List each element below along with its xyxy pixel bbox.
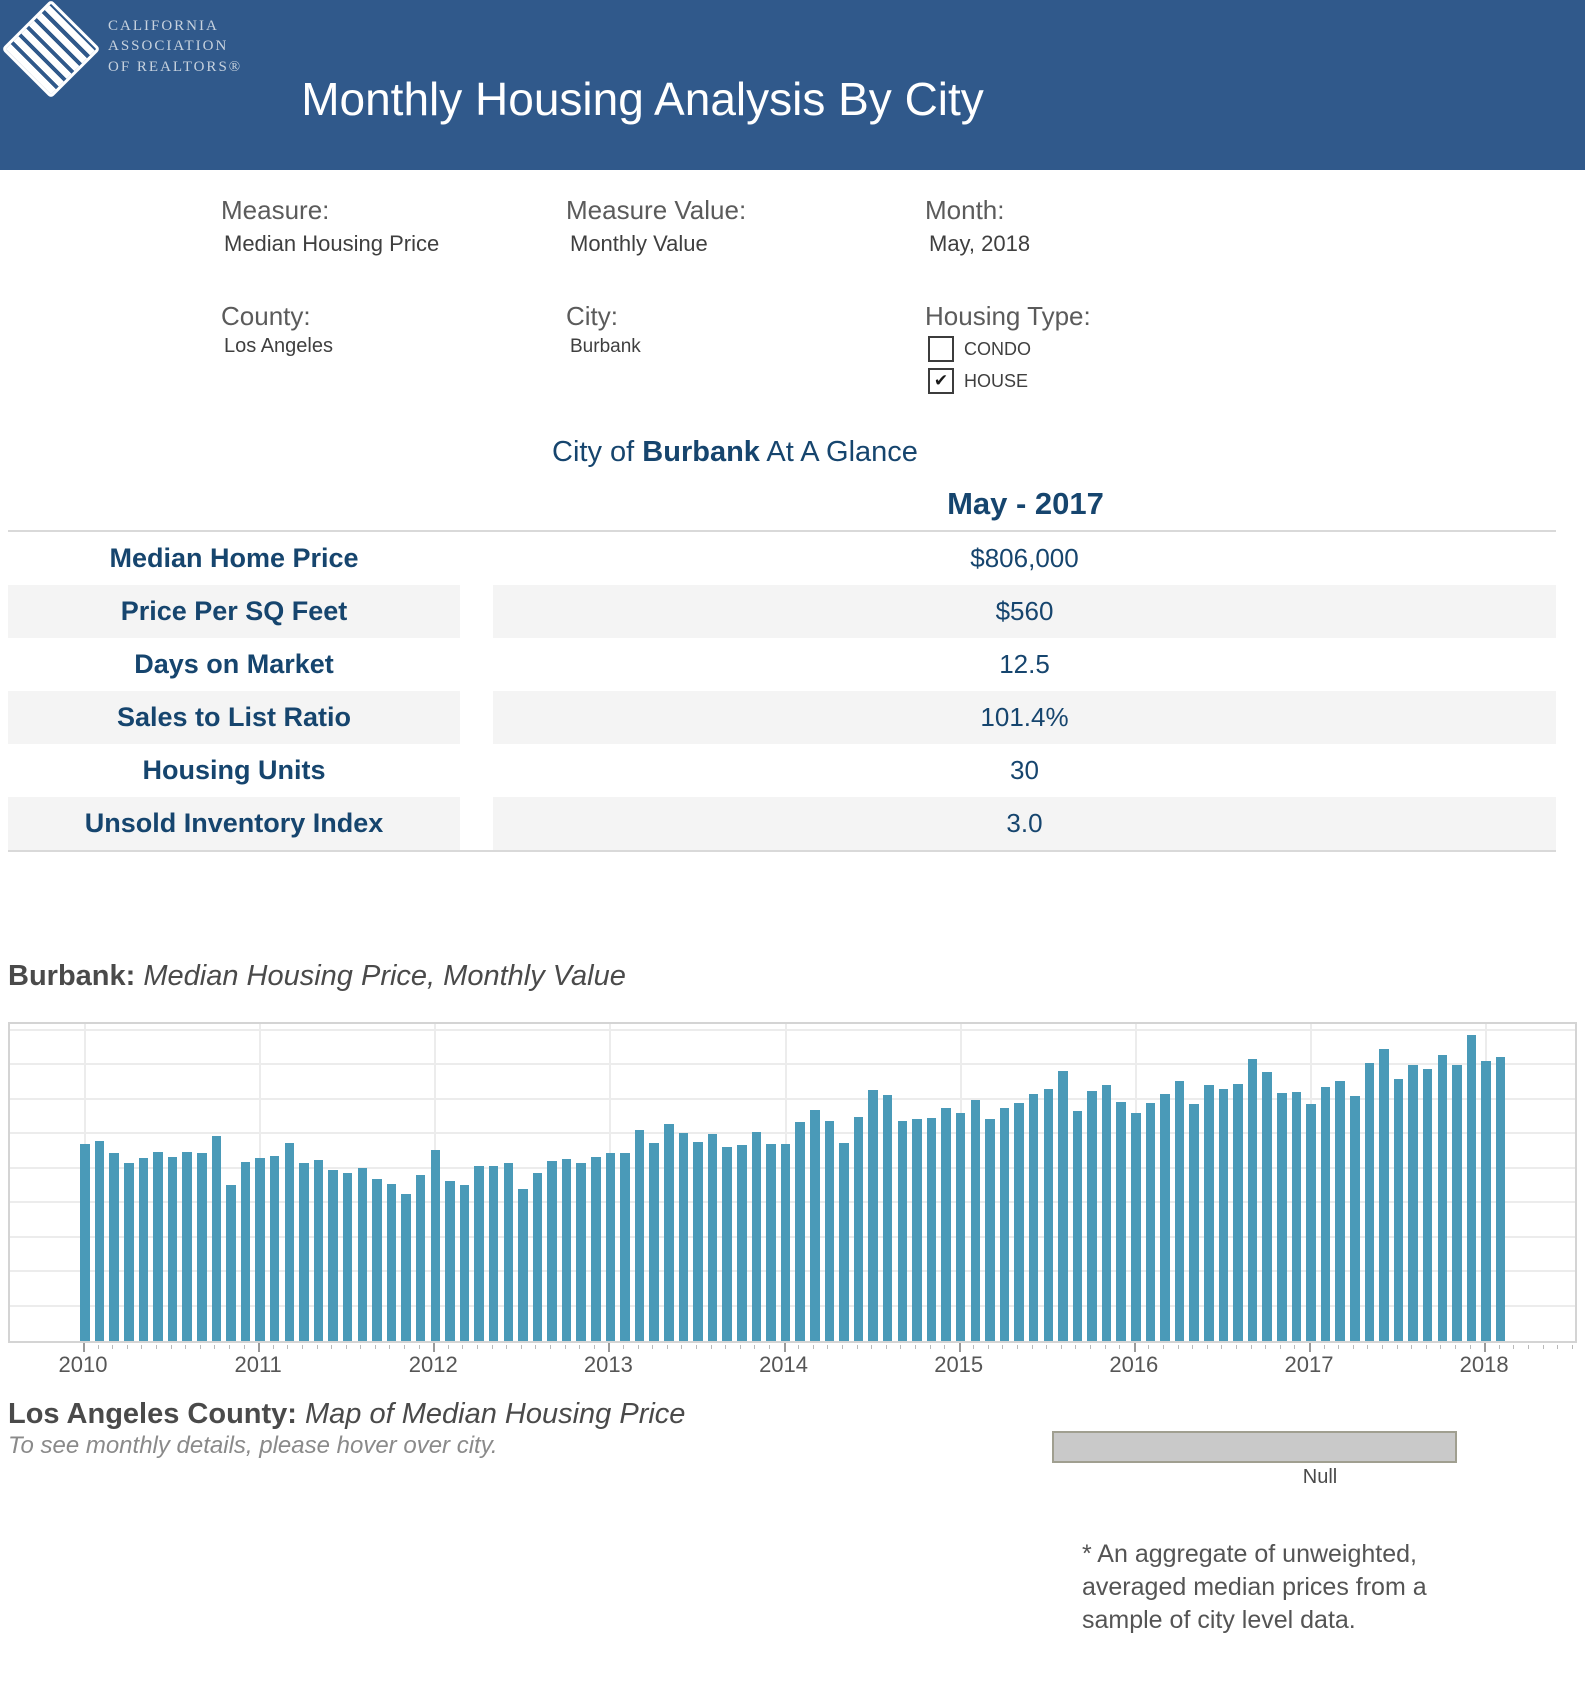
bar-2012-07[interactable] — [518, 1189, 528, 1341]
bar-2011-10[interactable] — [387, 1184, 397, 1341]
bar-2017-11[interactable] — [1452, 1065, 1462, 1341]
bar-2015-05[interactable] — [1014, 1103, 1024, 1341]
year-label-2015: 2015 — [934, 1352, 984, 1377]
row-value: 3.0 — [493, 797, 1556, 850]
glance-column-header: May - 2017 — [947, 486, 1104, 521]
bar-2013-04[interactable] — [649, 1143, 659, 1341]
bar-2013-08[interactable] — [708, 1134, 718, 1341]
map-title-measure: Map of Median Housing Price — [296, 1398, 686, 1430]
bar-2017-12[interactable] — [1467, 1035, 1477, 1341]
bar-2012-01[interactable] — [431, 1150, 441, 1341]
month-tick — [317, 1345, 318, 1349]
month-tick — [1513, 1345, 1514, 1349]
bar-2010-01[interactable] — [80, 1144, 90, 1341]
month-tick — [389, 1345, 390, 1349]
month-tick — [331, 1345, 332, 1349]
bar-2014-03[interactable] — [810, 1110, 820, 1341]
month-tick — [1411, 1345, 1412, 1349]
logo-line3: OF REALTORS® — [108, 58, 243, 75]
bar-2014-04[interactable] — [825, 1121, 835, 1341]
bar-2014-02[interactable] — [795, 1122, 805, 1341]
row-value: 12.5 — [999, 649, 1050, 679]
bar-2010-02[interactable] — [95, 1141, 105, 1341]
bar-2014-09[interactable] — [898, 1121, 908, 1341]
chart-title-city: Burbank: — [8, 960, 136, 992]
car-logo-text — [108, 16, 242, 77]
row-label: Days on Market — [134, 649, 334, 679]
year-tick — [83, 1343, 85, 1352]
bar-2012-02[interactable] — [445, 1181, 455, 1341]
bar-2017-06[interactable] — [1379, 1049, 1389, 1341]
month-tick — [229, 1345, 230, 1349]
month-tick — [1221, 1345, 1222, 1349]
month-tick — [521, 1345, 522, 1349]
month-tick — [1046, 1345, 1047, 1349]
month-tick — [185, 1345, 186, 1349]
bar-2010-12[interactable] — [241, 1162, 251, 1341]
bar-2016-06[interactable] — [1204, 1085, 1214, 1341]
bar-2015-03[interactable] — [985, 1119, 995, 1341]
glance-title-prefix: City of — [552, 436, 643, 468]
bar-2012-11[interactable] — [576, 1163, 586, 1341]
month-tick — [1075, 1345, 1076, 1349]
month-tick — [915, 1345, 916, 1349]
year-label-2012: 2012 — [408, 1352, 458, 1377]
bar-2016-07[interactable] — [1219, 1089, 1229, 1341]
month-tick — [1455, 1345, 1456, 1349]
bar-2013-12[interactable] — [766, 1144, 776, 1341]
page-title: Monthly Housing Analysis By City — [301, 73, 984, 125]
bar-2015-07[interactable] — [1044, 1089, 1054, 1341]
month-tick — [462, 1345, 463, 1349]
month-tick — [930, 1345, 931, 1349]
null-label-text: Null — [1302, 1466, 1338, 1488]
bar-2016-01[interactable] — [1131, 1113, 1141, 1341]
month-tick — [550, 1345, 551, 1349]
bar-2010-03[interactable] — [109, 1153, 119, 1341]
month-tick — [1178, 1345, 1179, 1349]
month-tick — [404, 1345, 405, 1349]
month-tick — [1148, 1345, 1149, 1349]
month-tick — [1265, 1345, 1266, 1349]
horizontal-gridline — [10, 1029, 1575, 1031]
bar-2018-01[interactable] — [1481, 1061, 1491, 1341]
bar-2015-06[interactable] — [1029, 1094, 1039, 1341]
bar-2013-07[interactable] — [693, 1142, 703, 1341]
month-tick — [652, 1345, 653, 1349]
month-tick — [127, 1345, 128, 1349]
column-divider — [460, 532, 493, 585]
glance-table — [8, 482, 1556, 852]
month-tick — [214, 1345, 215, 1349]
bar-2017-07[interactable] — [1394, 1079, 1404, 1341]
bar-2017-05[interactable] — [1365, 1063, 1375, 1341]
bar-2016-11[interactable] — [1277, 1093, 1287, 1341]
bar-2011-02[interactable] — [270, 1156, 280, 1341]
bar-2013-06[interactable] — [679, 1133, 689, 1341]
bar-2017-01[interactable] — [1306, 1104, 1316, 1341]
bar-2015-09[interactable] — [1073, 1111, 1083, 1341]
month-tick — [477, 1345, 478, 1349]
table-row — [8, 532, 1556, 585]
bar-2012-03[interactable] — [460, 1185, 470, 1341]
month-tick — [623, 1345, 624, 1349]
row-label: Price Per SQ Feet — [8, 585, 460, 638]
month-tick — [1338, 1345, 1339, 1349]
row-value: $806,000 — [970, 543, 1079, 573]
map-legend-bar — [1052, 1431, 1457, 1463]
month-tick — [1163, 1345, 1164, 1349]
month-tick — [1426, 1345, 1427, 1349]
glance-table-header-row — [8, 482, 1556, 530]
month-tick — [886, 1345, 887, 1349]
bar-2016-09[interactable] — [1248, 1059, 1258, 1341]
month-tick — [857, 1345, 858, 1349]
month-tick — [725, 1345, 726, 1349]
month-filter-value[interactable]: May, 2018 — [929, 231, 1031, 256]
year-tick — [1484, 1343, 1486, 1352]
bar-2017-03[interactable] — [1335, 1081, 1345, 1341]
column-divider — [460, 744, 493, 797]
table-row — [8, 744, 1556, 797]
row-value: $560 — [493, 585, 1556, 638]
bar-2017-02[interactable] — [1321, 1087, 1331, 1341]
month-tick — [711, 1345, 712, 1349]
bar-2011-03[interactable] — [285, 1143, 295, 1341]
year-label-2011: 2011 — [234, 1352, 282, 1377]
measure-filter-label: Measure: — [221, 195, 330, 225]
bar-2010-09[interactable] — [197, 1153, 207, 1341]
bar-2012-08[interactable] — [533, 1173, 543, 1341]
bar-2016-05[interactable] — [1189, 1104, 1199, 1341]
bar-2015-01[interactable] — [956, 1113, 966, 1341]
row-label: Median Home Price — [109, 543, 359, 573]
month-tick — [1061, 1345, 1062, 1349]
city-filter-value[interactable]: Burbank — [570, 336, 641, 357]
bar-2014-12[interactable] — [941, 1108, 951, 1341]
bar-2015-08[interactable] — [1058, 1071, 1068, 1341]
housing-type-option-label: CONDO — [964, 338, 1031, 359]
bar-2012-12[interactable] — [591, 1157, 601, 1341]
header-banner — [0, 0, 1585, 170]
month-tick — [1280, 1345, 1281, 1349]
row-label: Sales to List Ratio — [8, 691, 460, 744]
bar-2013-02[interactable] — [620, 1153, 630, 1341]
month-tick — [448, 1345, 449, 1349]
month-tick — [1397, 1345, 1398, 1349]
month-tick — [112, 1345, 113, 1349]
month-tick — [1207, 1345, 1208, 1349]
month-tick — [565, 1345, 566, 1349]
month-tick — [579, 1345, 580, 1349]
bar-2016-03[interactable] — [1160, 1094, 1170, 1341]
month-tick — [156, 1345, 157, 1349]
measure-filter-value[interactable]: Median Housing Price — [224, 231, 440, 256]
map-section-title — [8, 1398, 685, 1431]
year-label-2016: 2016 — [1109, 1352, 1159, 1377]
bar-2010-05[interactable] — [139, 1158, 149, 1341]
bar-2010-10[interactable] — [212, 1136, 222, 1341]
bar-2014-07[interactable] — [868, 1090, 878, 1341]
bar-2011-12[interactable] — [416, 1175, 426, 1341]
month-tick — [273, 1345, 274, 1349]
bar-2013-11[interactable] — [752, 1132, 762, 1341]
footnote: * An aggregate of unweighted, averaged median prices from a sample of city level data. — [1082, 1540, 1427, 1634]
bar-2014-06[interactable] — [854, 1117, 864, 1341]
bar-2010-11[interactable] — [226, 1185, 236, 1341]
month-tick — [798, 1345, 799, 1349]
bar-2013-10[interactable] — [737, 1145, 747, 1341]
bar-2016-12[interactable] — [1292, 1092, 1302, 1341]
year-label-2013: 2013 — [583, 1352, 633, 1377]
bar-chart-plot-area — [8, 1022, 1577, 1343]
month-tick — [667, 1345, 668, 1349]
month-tick — [1499, 1345, 1500, 1349]
bar-2011-04[interactable] — [299, 1163, 309, 1341]
chart-title — [8, 960, 626, 993]
logo-line2: ASSOCIATION — [108, 38, 229, 55]
year-label-2010: 2010 — [58, 1352, 108, 1377]
checked-checkbox-icon[interactable]: ✔ — [928, 368, 954, 394]
month-tick — [506, 1345, 507, 1349]
month-tick — [419, 1345, 420, 1349]
chart-title-measure: Median Housing Price, Monthly Value — [135, 960, 626, 992]
bar-2010-06[interactable] — [153, 1152, 163, 1341]
month-filter-label: Month: — [925, 195, 1005, 225]
year-tick — [959, 1343, 961, 1352]
month-tick — [244, 1345, 245, 1349]
year-tick — [1134, 1343, 1136, 1352]
month-tick — [681, 1345, 682, 1349]
month-tick — [360, 1345, 361, 1349]
column-divider — [460, 585, 493, 638]
bar-2013-09[interactable] — [722, 1147, 732, 1341]
month-tick — [287, 1345, 288, 1349]
month-tick — [1543, 1345, 1544, 1349]
bar-2010-04[interactable] — [124, 1163, 134, 1341]
bar-2015-11[interactable] — [1102, 1085, 1112, 1341]
table-row — [8, 638, 1556, 691]
bar-2018-02[interactable] — [1496, 1057, 1506, 1341]
bar-2011-07[interactable] — [343, 1173, 353, 1341]
bar-2011-09[interactable] — [372, 1179, 382, 1341]
bar-2014-08[interactable] — [883, 1095, 893, 1341]
bar-2017-04[interactable] — [1350, 1096, 1360, 1341]
row-label: Housing Units — [142, 755, 326, 785]
month-tick — [696, 1345, 697, 1349]
housing-type-option-condo[interactable] — [928, 336, 1031, 362]
bar-2011-08[interactable] — [358, 1168, 368, 1341]
month-tick — [1294, 1345, 1295, 1349]
bar-2014-10[interactable] — [912, 1119, 922, 1341]
year-tick — [258, 1343, 260, 1352]
bar-2012-10[interactable] — [562, 1159, 572, 1341]
bar-2015-04[interactable] — [1000, 1108, 1010, 1341]
bar-2015-12[interactable] — [1116, 1102, 1126, 1341]
bar-2013-01[interactable] — [606, 1153, 616, 1341]
bar-2014-01[interactable] — [781, 1144, 791, 1341]
month-tick — [1440, 1345, 1441, 1349]
month-tick — [1236, 1345, 1237, 1349]
month-tick — [1192, 1345, 1193, 1349]
bar-2016-08[interactable] — [1233, 1084, 1243, 1341]
glance-title — [0, 436, 1470, 469]
year-tick — [784, 1343, 786, 1352]
month-tick — [769, 1345, 770, 1349]
bar-2012-09[interactable] — [547, 1161, 557, 1341]
month-tick — [1002, 1345, 1003, 1349]
month-tick — [973, 1345, 974, 1349]
month-tick — [1090, 1345, 1091, 1349]
year-label-2014: 2014 — [759, 1352, 809, 1377]
bar-2010-08[interactable] — [182, 1152, 192, 1341]
month-tick — [171, 1345, 172, 1349]
bar-2016-02[interactable] — [1146, 1103, 1156, 1341]
month-tick — [492, 1345, 493, 1349]
table-row — [8, 691, 1556, 744]
row-value: 101.4% — [493, 691, 1556, 744]
column-divider — [460, 797, 493, 850]
month-tick — [594, 1345, 595, 1349]
horizontal-gridline — [10, 1063, 1575, 1065]
month-tick — [1324, 1345, 1325, 1349]
bar-2011-11[interactable] — [401, 1194, 411, 1341]
bar-2015-02[interactable] — [971, 1100, 981, 1341]
month-tick — [535, 1345, 536, 1349]
bar-2012-06[interactable] — [504, 1163, 514, 1341]
year-tick — [433, 1343, 435, 1352]
month-tick — [302, 1345, 303, 1349]
month-tick — [827, 1345, 828, 1349]
bar-2013-05[interactable] — [664, 1124, 674, 1341]
map-legend-null-label — [1255, 1466, 1385, 1488]
column-divider — [460, 638, 493, 691]
housing-type-option-label: HOUSE — [964, 370, 1029, 391]
month-tick — [1528, 1345, 1529, 1349]
month-tick — [871, 1345, 872, 1349]
bar-2011-05[interactable] — [314, 1160, 324, 1341]
bar-2011-06[interactable] — [328, 1170, 338, 1341]
year-tick — [608, 1343, 610, 1352]
month-tick — [900, 1345, 901, 1349]
unchecked-checkbox-icon[interactable] — [928, 336, 954, 362]
month-tick — [346, 1345, 347, 1349]
month-tick — [988, 1345, 989, 1349]
measure-value-filter-label: Measure Value: — [566, 195, 747, 225]
glance-title-city: Burbank — [642, 436, 760, 468]
row-label: Unsold Inventory Index — [8, 797, 460, 850]
month-tick — [740, 1345, 741, 1349]
bar-2017-09[interactable] — [1423, 1069, 1433, 1341]
month-tick — [944, 1345, 945, 1349]
month-tick — [1353, 1345, 1354, 1349]
month-tick — [1119, 1345, 1120, 1349]
month-tick — [141, 1345, 142, 1349]
bar-2012-04[interactable] — [474, 1166, 484, 1341]
month-tick — [1572, 1345, 1573, 1349]
month-tick — [813, 1345, 814, 1349]
year-tick — [1309, 1343, 1311, 1352]
column-divider — [460, 691, 493, 744]
bar-2016-10[interactable] — [1262, 1072, 1272, 1341]
month-tick — [754, 1345, 755, 1349]
year-label-2017: 2017 — [1284, 1352, 1334, 1377]
row-value: 30 — [1010, 755, 1039, 785]
measure-value-filter-value[interactable]: Monthly Value — [570, 231, 708, 256]
month-tick — [1105, 1345, 1106, 1349]
bar-2015-10[interactable] — [1087, 1091, 1097, 1341]
city-filter-label: City: — [566, 301, 618, 331]
month-tick — [375, 1345, 376, 1349]
month-tick — [1382, 1345, 1383, 1349]
month-tick — [98, 1345, 99, 1349]
year-label-2018: 2018 — [1459, 1352, 1509, 1377]
housing-type-filter-label: Housing Type: — [925, 301, 1091, 331]
bar-2011-01[interactable] — [255, 1158, 265, 1341]
bar-2017-08[interactable] — [1408, 1065, 1418, 1341]
bar-2013-03[interactable] — [635, 1130, 645, 1341]
bar-2014-05[interactable] — [839, 1143, 849, 1341]
bar-2014-11[interactable] — [927, 1118, 937, 1341]
month-tick — [1367, 1345, 1368, 1349]
month-tick — [200, 1345, 201, 1349]
logo-line1: CALIFORNIA — [108, 18, 219, 34]
bar-2016-04[interactable] — [1175, 1081, 1185, 1341]
bar-2010-07[interactable] — [168, 1157, 178, 1341]
glance-title-suffix: At A Glance — [759, 436, 918, 468]
month-tick — [1470, 1345, 1471, 1349]
month-tick — [1017, 1345, 1018, 1349]
county-filter-value[interactable]: Los Angeles — [224, 335, 333, 357]
county-filter-label: County: — [221, 301, 311, 331]
bar-2012-05[interactable] — [489, 1166, 499, 1341]
month-tick — [1557, 1345, 1558, 1349]
month-tick — [1032, 1345, 1033, 1349]
map-title-county: Los Angeles County: — [8, 1398, 297, 1430]
table-row — [8, 797, 1556, 850]
table-row — [8, 585, 1556, 638]
map-section-subtitle: To see monthly details, please hover over city. — [8, 1432, 498, 1459]
month-tick — [842, 1345, 843, 1349]
glance-table-body — [8, 530, 1556, 852]
month-tick — [638, 1345, 639, 1349]
housing-type-option-house[interactable] — [928, 368, 1028, 394]
bar-2017-10[interactable] — [1438, 1055, 1448, 1341]
month-tick — [1251, 1345, 1252, 1349]
